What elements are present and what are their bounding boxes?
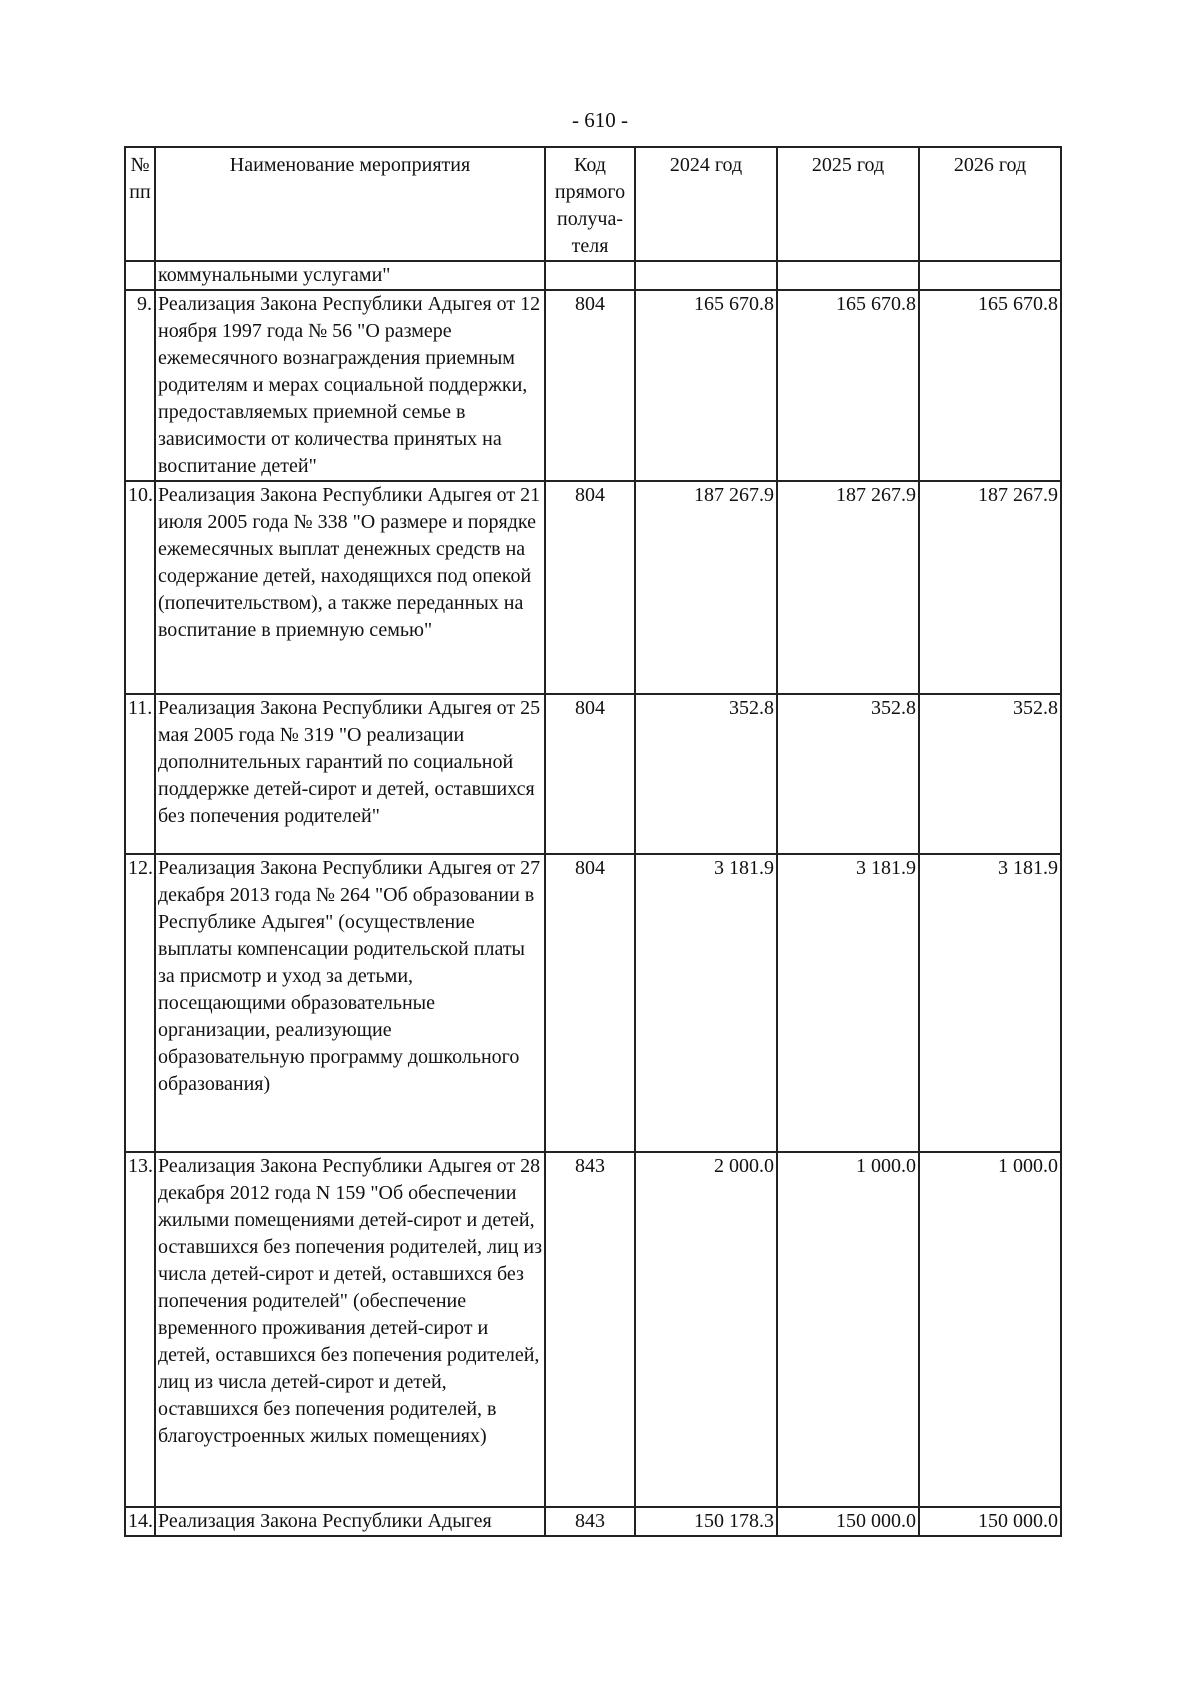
- cell-2024: 150 178.3: [635, 1507, 777, 1536]
- table-header-row: [125, 147, 1061, 261]
- cell-2024: 187 267.9: [635, 481, 777, 694]
- cell-2024: 352.8: [635, 694, 777, 854]
- cell-code: 804: [545, 694, 635, 854]
- header-code: Код прямого получа-теля: [545, 147, 635, 261]
- cell-2024: 165 670.8: [635, 290, 777, 481]
- cell-2026: 352.8: [919, 694, 1061, 854]
- cell-name: Реализация Закона Республики Адыгея от 25 мая 2005 года № 319 "О реализации дополнительных гарантий по социальной поддержке детей-сирот и детей, оставшихся без попечения родителей": [155, 694, 545, 854]
- cell-name: Реализация Закона Республики Адыгея: [155, 1507, 545, 1536]
- cell-code: 804: [545, 854, 635, 1152]
- table-row-continuation: [125, 261, 1061, 290]
- cell-num: [125, 261, 155, 290]
- cell-code: 804: [545, 481, 635, 694]
- cell-2026: [919, 261, 1061, 290]
- cell-num: 9.: [125, 290, 155, 481]
- cell-num: 11.: [125, 694, 155, 854]
- table-row: [125, 290, 1061, 481]
- cell-name: Реализация Закона Республики Адыгея от 21 июля 2005 года № 338 "О размере и порядке ежемесячных выплат денежных средств на содержание детей, находящихся под опекой (попечительством), а также переданных на воспитание в приемную семью": [155, 481, 545, 694]
- cell-name: коммунальными услугами": [155, 261, 545, 290]
- cell-2025: 187 267.9: [777, 481, 919, 694]
- page-number: - 610 -: [572, 108, 628, 132]
- cell-name: Реализация Закона Республики Адыгея от 28 декабря 2012 года N 159 "Об обеспечении жилыми помещениями детей-сирот и детей, оставшихся без попечения родителей, лиц из числа детей-сирот и детей, оставшихся без попечения родителей" (обеспечение временного проживания детей-сирот и детей, оставшихся без попечения родителей, лиц из числа детей-сирот и детей, оставшихся без попечения родителей, в благоустроенных жилых помещениях): [155, 1152, 545, 1507]
- table-row: [125, 694, 1061, 854]
- cell-2025: 3 181.9: [777, 854, 919, 1152]
- cell-2025: 150 000.0: [777, 1507, 919, 1536]
- cell-2025: 1 000.0: [777, 1152, 919, 1507]
- cell-num: 10.: [125, 481, 155, 694]
- header-2026: 2026 год: [919, 147, 1061, 261]
- cell-2026: 1 000.0: [919, 1152, 1061, 1507]
- cell-code: 804: [545, 290, 635, 481]
- cell-2026: 187 267.9: [919, 481, 1061, 694]
- header-2024: 2024 год: [635, 147, 777, 261]
- cell-2024: 2 000.0: [635, 1152, 777, 1507]
- cell-2025: 165 670.8: [777, 290, 919, 481]
- cell-2025: 352.8: [777, 694, 919, 854]
- header-2025: 2025 год: [777, 147, 919, 261]
- cell-2026: 165 670.8: [919, 290, 1061, 481]
- cell-2025: [777, 261, 919, 290]
- header-num: № пп: [125, 147, 155, 261]
- cell-name: Реализация Закона Республики Адыгея от 12 ноября 1997 года № 56 "О размере ежемесячного вознаграждения приемным родителям и мерах социальной поддержки, предоставляемых приемной семье в зависимости от количества принятых на воспитание детей": [155, 290, 545, 481]
- cell-2024: [635, 261, 777, 290]
- budget-table: [124, 146, 1062, 1537]
- header-name: Наименование мероприятия: [155, 147, 545, 261]
- cell-num: 14.: [125, 1507, 155, 1536]
- table-row: [125, 481, 1061, 694]
- table-row: [125, 1507, 1061, 1536]
- cell-2024: 3 181.9: [635, 854, 777, 1152]
- cell-code: 843: [545, 1152, 635, 1507]
- cell-name: Реализация Закона Республики Адыгея от 27 декабря 2013 года № 264 "Об образовании в Республике Адыгея" (осуществление выплаты компенсации родительской платы за присмотр и уход за детьми, посещающими образовательные организации, реализующие образовательную программу дошкольного образования): [155, 854, 545, 1152]
- cell-num: 13.: [125, 1152, 155, 1507]
- table-row: [125, 1152, 1061, 1507]
- table-row: [125, 854, 1061, 1152]
- cell-2026: 150 000.0: [919, 1507, 1061, 1536]
- cell-code: 843: [545, 1507, 635, 1536]
- cell-code: [545, 261, 635, 290]
- cell-2026: 3 181.9: [919, 854, 1061, 1152]
- cell-num: 12.: [125, 854, 155, 1152]
